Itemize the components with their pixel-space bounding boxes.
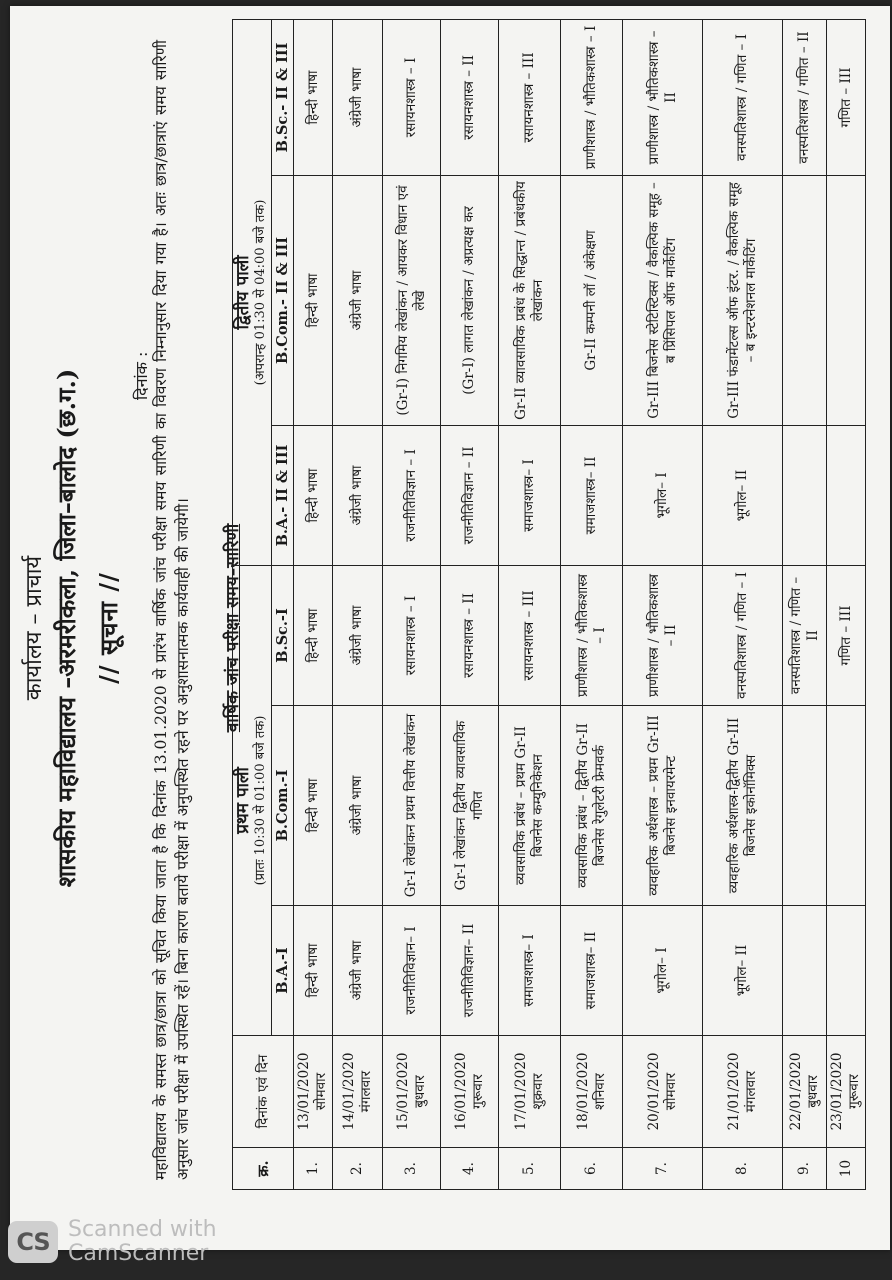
date-cell [703, 1036, 783, 1148]
table-row [783, 19, 827, 1189]
subject-cell: राजनीतिविज्ञान – II [441, 425, 499, 565]
subject-cell: हिन्दी भाषा [294, 175, 333, 425]
date-cell [499, 1036, 561, 1148]
serial-cell: 10 [827, 1148, 866, 1190]
subject-cell: (Gr-I) लागत लेखांकन / अप्रत्यक्ष कर [441, 175, 499, 425]
day-value: मंगलवार [742, 1070, 759, 1113]
date-value: 17/01/2020 [512, 1052, 529, 1131]
subject-cell: रसायनशास्त्र – II [441, 565, 499, 705]
subject-cell: अंग्रेजी भाषा [333, 906, 383, 1036]
subject-cell: (Gr-I) निगमिय लेखांकन / आयकर विधान एवं लेखे [383, 175, 441, 425]
serial-cell: 7. [623, 1148, 703, 1190]
date-cell [623, 1036, 703, 1148]
subject-cell: हिन्दी भाषा [294, 425, 333, 565]
subject-cell: व्यवसायिक प्रबंध – द्वितीय Gr-II बिजनेस रेगुलेटरी फ्रेमवर्क [561, 706, 623, 906]
serial-cell: 8. [703, 1148, 783, 1190]
subject-cell: व्यवहारिक अर्थशास्त्र-द्वितीय Gr-III बिजनेस इकोनॉमिक्स [703, 706, 783, 906]
date-cell [383, 1036, 441, 1148]
shift1-header [233, 565, 272, 1035]
subject-cell: व्यवसायिक प्रबंध – प्रथम Gr-II बिजनेस कम्युनिकेशन [499, 706, 561, 906]
serial-cell: 3. [383, 1148, 441, 1190]
subject-cell: रसायनशास्त्र – I [383, 565, 441, 705]
table-row [623, 19, 703, 1189]
day-value: गुरूवार [469, 1074, 486, 1109]
subject-cell: Gr-I लेखांकन प्रथम वित्तीय लेखांकन [383, 706, 441, 906]
subject-cell: अंग्रेजी भाषा [333, 706, 383, 906]
subject-cell [783, 906, 827, 1036]
camscanner-logo: CS [8, 1221, 58, 1263]
subject-cell: गणित – III [827, 565, 866, 705]
table-row [827, 19, 866, 1189]
serial-cell: 4. [441, 1148, 499, 1190]
date-cell [827, 1036, 866, 1148]
office-heading: कार्यालय – प्राचार्य [22, 555, 47, 701]
subject-cell: समाजशास्त्र– I [499, 425, 561, 565]
serial-cell: 9. [783, 1148, 827, 1190]
table-row [703, 19, 783, 1189]
subject-cell: वनस्पतिशास्त्र / गणित – II [783, 19, 827, 175]
class-header: B.Com.- II & III [272, 175, 294, 425]
subject-cell: भूगोल– I [623, 906, 703, 1036]
college-heading: शासकीय महाविद्यालय –अरमरीकला, जिला–बालोद (छ.ग.) [52, 368, 81, 888]
table-row [441, 19, 499, 1189]
class-header-row [272, 19, 294, 1189]
subject-cell: हिन्दी भाषा [294, 906, 333, 1036]
camscanner-watermark [8, 1218, 217, 1266]
table-row [499, 19, 561, 1189]
subject-cell: अंग्रेजी भाषा [333, 19, 383, 175]
subject-cell [827, 906, 866, 1036]
date-cell [294, 1036, 333, 1148]
notice-title: // सूचना // [94, 572, 123, 684]
subject-cell: वनस्पतिशास्त्र / गणित – I [703, 19, 783, 175]
day-value: मंगलवार [357, 1070, 374, 1113]
subject-cell: अंग्रेजी भाषा [333, 425, 383, 565]
subject-cell: भूगोल– II [703, 425, 783, 565]
subject-cell: हिन्दी भाषा [294, 565, 333, 705]
subject-cell [827, 706, 866, 906]
watermark-line1: Scanned with [68, 1217, 217, 1242]
subject-cell: Gr-II व्यावसायिक प्रबंध के सिद्धान्त / प्रबंधकीय लेखांकन [499, 175, 561, 425]
date-value: 16/01/2020 [452, 1052, 469, 1131]
day-value: बुधवार [804, 1075, 821, 1108]
date-header: दिनांक एवं दिन [233, 1036, 294, 1148]
date-value: 22/01/2020 [787, 1052, 804, 1131]
subject-cell [827, 425, 866, 565]
date-cell [783, 1036, 827, 1148]
subject-cell: वनस्पतिशास्त्र / गणित – II [783, 565, 827, 705]
serial-cell: 1. [294, 1148, 333, 1190]
subject-cell: राजनीतिविज्ञान– I [383, 906, 441, 1036]
table-row [561, 19, 623, 1189]
subject-cell: गणित – III [827, 19, 866, 175]
camscanner-text [68, 1218, 217, 1266]
shift1-title: प्रथम पाली [233, 767, 253, 834]
exam-schedule-table [232, 19, 866, 1190]
date-value: 21/01/2020 [725, 1052, 742, 1131]
date-cell [441, 1036, 499, 1148]
subject-cell: रसायनशास्त्र – II [441, 19, 499, 175]
date-value: 14/01/2020 [340, 1052, 357, 1131]
day-value: सोमवार [662, 1072, 679, 1111]
serial-cell: 6. [561, 1148, 623, 1190]
subject-cell: रसायनशास्त्र – III [499, 565, 561, 705]
subject-cell: वनस्पतिशास्त्र / गणित – I [703, 565, 783, 705]
subject-cell: समाजशास्त्र– I [499, 906, 561, 1036]
watermark-line2: CamScanner [68, 1241, 209, 1266]
shift2-title: द्वितीय पाली [233, 255, 253, 330]
date-value: 20/01/2020 [645, 1052, 662, 1131]
subject-cell: हिन्दी भाषा [294, 19, 333, 175]
table-row [333, 19, 383, 1189]
class-header: B.Com.-I [272, 706, 294, 906]
serial-cell: 2. [333, 1148, 383, 1190]
shift2-time: (अपरान्ह 01:30 से 04:00 बजे तक) [253, 199, 268, 386]
subject-cell: Gr-I लेखांकन द्वितीय व्यावसायिक गणित [441, 706, 499, 906]
day-value: शुक्रवार [529, 1073, 546, 1110]
class-header: B.Sc.-I [272, 565, 294, 705]
subject-cell: राजनीतिविज्ञान– II [441, 906, 499, 1036]
subject-cell [783, 425, 827, 565]
day-value: गुरूवार [846, 1074, 862, 1109]
class-header: B.Sc.- II & III [272, 19, 294, 175]
subject-cell: समाजशास्त्र– II [561, 425, 623, 565]
class-header: B.A.- II & III [272, 425, 294, 565]
schedule-title: वार्षिक जांच परीक्षा समय–सारिणी [223, 523, 243, 733]
subject-cell: व्यवहारिक अर्थशास्त्र – प्रथम Gr-III बिजनेस इनवायरमेन्ट [623, 706, 703, 906]
date-value: 13/01/2020 [296, 1052, 312, 1131]
date-cell [333, 1036, 383, 1148]
notice-text: महाविद्यालय के समस्त छात्र/छात्रा को सूचित किया जाता है कि दिनांक 13.01.2020 से प्रारंभ वार्षिक जांच परीक्षा समय सारिणी का विवरण निम्नानुसार दिया गया है। अतः छात्र/छात्राएं समय सारिणी अनुसार जांच परीक्षा में उपस्थित रहें। बिना कारण बताये परीक्षा में अनुपस्थित रहने पर अनुशासनात्मक कार्यवाही की जायेगी। [152, 40, 192, 1180]
subject-cell: प्राणीशास्त्र / भौतिकशास्त्र – I [561, 19, 623, 175]
table-row [294, 19, 333, 1189]
date-value: 18/01/2020 [574, 1052, 591, 1131]
date-value: 23/01/2020 [829, 1052, 845, 1131]
subject-cell [783, 706, 827, 906]
shift2-header [233, 19, 272, 565]
day-value: शनिवार [591, 1073, 608, 1110]
subject-cell: हिन्दी भाषा [294, 706, 333, 906]
subject-cell: रसायनशास्त्र – III [499, 19, 561, 175]
date-label: दिनांक : [132, 351, 151, 400]
subject-cell: रसायनशास्त्र – I [383, 19, 441, 175]
serial-cell: 5. [499, 1148, 561, 1190]
shift1-time: (प्रातः 10:30 से 01:00 बजे तक) [253, 715, 268, 886]
subject-cell: प्राणीशास्त्र / भौतिकशास्त्र – II [623, 19, 703, 175]
subject-cell: भूगोल– I [623, 425, 703, 565]
class-header: B.A.-I [272, 906, 294, 1036]
schedule-body [294, 19, 866, 1189]
subject-cell: Gr-III बिजनेस स्टेटिस्टिक्स / वैकल्पिक समूह – ब प्रिंसिपल ऑफ मार्केटिंग [623, 175, 703, 425]
subject-cell: भूगोल– II [703, 906, 783, 1036]
subject-cell: समाजशास्त्र– II [561, 906, 623, 1036]
day-value: सोमवार [313, 1072, 329, 1111]
date-cell [561, 1036, 623, 1148]
subject-cell: प्राणीशास्त्र / भौतिकशास्त्र – II [623, 565, 703, 705]
day-value: बुधवार [411, 1075, 428, 1108]
subject-cell [783, 175, 827, 425]
subject-cell: Gr-III फंडामेंटल्स ऑफ इंटर. / वैकल्पिक समूह – ब इन्टरनेशनल मार्केटिंग [703, 175, 783, 425]
serial-header: क्र. [233, 1148, 294, 1190]
date-value: 15/01/2020 [394, 1052, 411, 1131]
subject-cell [827, 175, 866, 425]
subject-cell: अंग्रेजी भाषा [333, 175, 383, 425]
subject-cell: राजनीतिविज्ञान – I [383, 425, 441, 565]
subject-cell: प्राणीशास्त्र / भौतिकशास्त्र – I [561, 565, 623, 705]
rotated-content [10, 6, 890, 1250]
subject-cell: Gr-II कम्पनी लॉ / अंकेक्षण [561, 175, 623, 425]
subject-cell: अंग्रेजी भाषा [333, 565, 383, 705]
table-row [383, 19, 441, 1189]
document-page [10, 6, 890, 1250]
